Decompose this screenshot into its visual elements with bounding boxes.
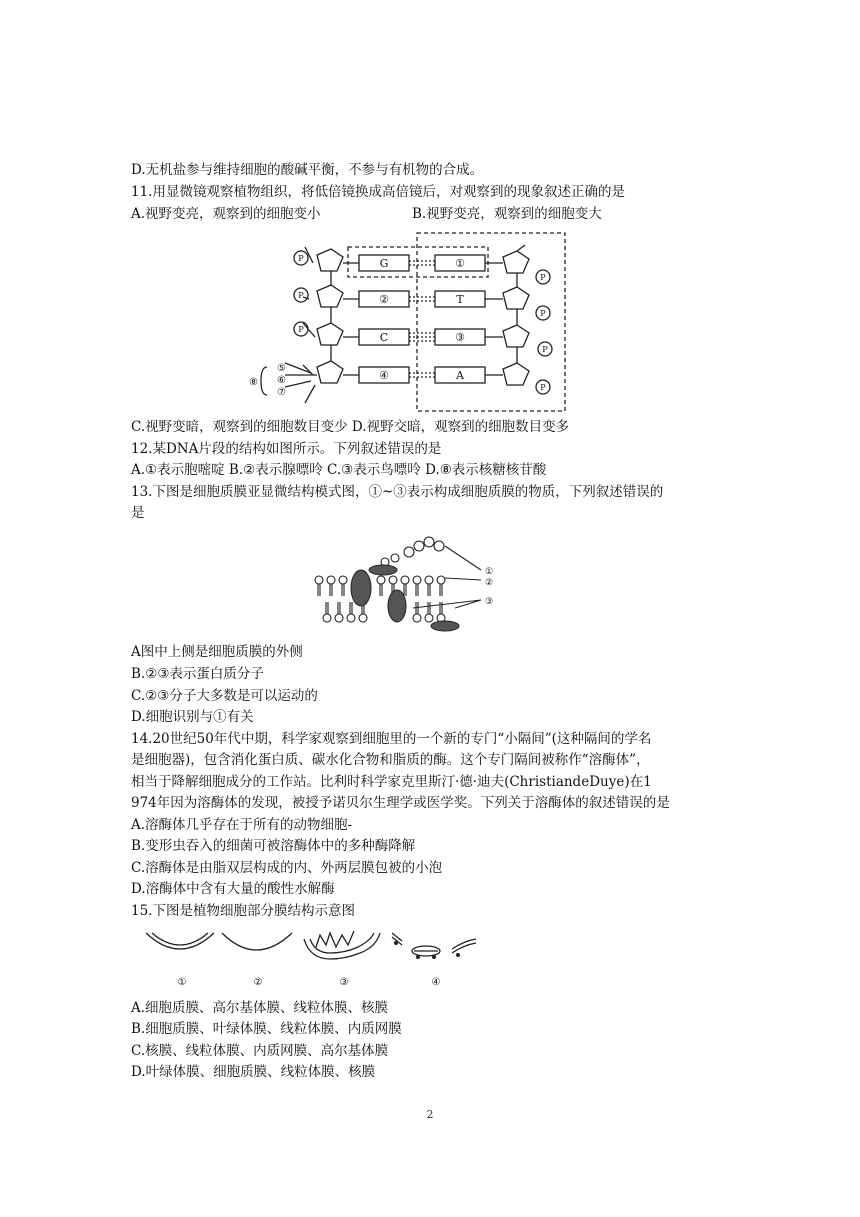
phosphate-label: P: [542, 345, 548, 354]
plant-membrane-figure: [140, 925, 485, 995]
q14-option-a: A.溶酶体几乎存在于所有的动物细胞-: [131, 817, 353, 833]
dna-structure-figure: [245, 225, 575, 415]
base-label: A: [456, 369, 464, 382]
membrane-label-3: ③: [485, 597, 494, 607]
base-label: C: [379, 331, 389, 344]
q11-stem: 11.用显微镜观察植物组织，将低倍镜换成高倍镜后，对观察到的现象叙述正确的是: [131, 184, 625, 200]
cell-membrane-figure: [305, 530, 505, 640]
q13-option-c: C.②③分子大多数是可以运动的: [131, 688, 318, 704]
q11-option-a: A.视野变亮，观察到的细胞变小: [131, 206, 321, 222]
q10-option-d: D.无机盐参与维持细胞的酸碱平衡，不参与有机物的合成。: [131, 162, 484, 178]
membrane-label-1: ①: [485, 567, 494, 577]
structure-label-3: ③: [339, 977, 349, 988]
phosphate-label: P: [540, 383, 546, 392]
q15-option-d: D.叶绿体膜、细胞质膜、线粒体膜、核膜: [131, 1064, 376, 1080]
q15-stem: 15.下图是植物细胞部分膜结构示意图: [131, 903, 355, 919]
q14-option-b: B.变形虫吞入的细菌可被溶酶体中的多种酶降解: [131, 838, 416, 854]
q13-stem-cont: 是: [131, 505, 145, 521]
q11-option-b: B.视野变亮，观察到的细胞变大: [412, 206, 602, 222]
q14-stem-4: 974年因为溶酶体的发现，被授予诺贝尔生理学或医学奖。下列关于溶酶体的叙述错误的是: [131, 795, 670, 811]
part-label: ⑦: [277, 387, 286, 398]
base-label: ④: [379, 369, 389, 382]
structure-label-1: ①: [177, 977, 187, 988]
part-label: ⑥: [277, 375, 286, 386]
structure-label-2: ②: [253, 977, 263, 988]
page-number: 2: [426, 1108, 434, 1121]
q14-option-c: C.溶酶体是由脂双层构成的内、外两层膜包被的小泡: [131, 860, 443, 876]
q13-option-d: D.细胞识别与①有关: [131, 709, 254, 725]
phosphate-label: P: [540, 273, 546, 282]
q13-option-a: A图中上侧是细胞质膜的外侧: [131, 644, 303, 660]
q14-stem-2: 是细胞器)，包含消化蛋白质、碳水化合物和脂质的酶。这个专门隔间被称作“溶酶体”，: [131, 752, 650, 768]
q14-stem-3: 相当于降解细胞成分的工作站。比利时科学家克里斯汀·德·迪夫(ChristiandeDuye)在1: [131, 774, 652, 790]
phosphate-label: P: [298, 254, 304, 263]
phosphate-label: P: [298, 291, 304, 300]
q12-stem: 12.某DNA片段的结构如图所示。下列叙述错误的是: [131, 441, 442, 457]
part-label: ⑤: [277, 363, 286, 374]
q15-option-b: B.细胞质膜、叶绿体膜、线粒体膜、内质网膜: [131, 1021, 402, 1037]
phosphate-label: P: [298, 325, 304, 334]
base-label: ③: [455, 331, 465, 344]
q14-stem-1: 14.20世纪50年代中期，科学家观察到细胞里的一个新的专门“小隔间”(这种隔间的学名: [131, 731, 652, 747]
membrane-label-2: ②: [485, 578, 494, 588]
q15-option-c: C.核膜、线粒体膜、内质网膜、高尔基体膜: [131, 1043, 389, 1059]
structure-label-4: ④: [431, 977, 441, 988]
q12-options: A.①表示胞嘧啶 B.②表示腺嘌呤 C.③表示鸟嘌呤 D.⑧表示核糖核苷酸: [131, 462, 547, 478]
phosphate-label: P: [540, 309, 546, 318]
base-label: ②: [379, 293, 389, 306]
base-label: G: [379, 257, 389, 270]
q15-option-a: A.细胞质膜、高尔基体膜、线粒体膜、核膜: [131, 1000, 389, 1016]
q13-stem: 13.下图是细胞质膜亚显微结构模式图，①~③表示构成细胞质膜的物质，下列叙述错误的: [131, 484, 664, 500]
q13-option-b: B.②③表示蛋白质分子: [131, 666, 264, 682]
base-label: ①: [455, 257, 465, 270]
base-label: T: [456, 293, 464, 306]
part-label: ⑧: [249, 377, 258, 388]
q11-option-cd: C.视野变暗，观察到的细胞数目变少 D.视野交暗，观察到的细胞数目变多: [131, 419, 570, 435]
q14-option-d: D.溶酶体中含有大量的酸性水解酶: [131, 881, 335, 897]
